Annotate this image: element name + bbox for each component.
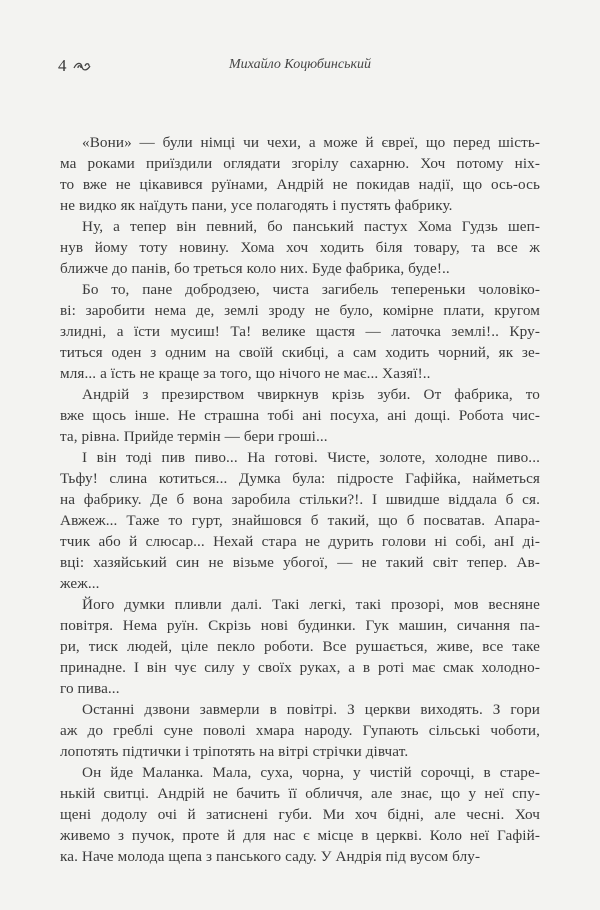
- text-line: Он йде Маланка. Мала, суха, чорна, у чистій сорочці, в старе-: [82, 764, 540, 781]
- text-line: повітря. Нема руїн. Скрізь нові будинки. Гук машин, сичання па-: [60, 617, 540, 634]
- text-line: ка. Наче молода щепа з панського саду. У Андрія під вусом блу-: [60, 848, 481, 865]
- text-line: вже щось інше. Не страшна тобі ані посуха, ані дощі. Робота чис-: [60, 407, 540, 424]
- text-line: «Вони» — були німці чи чехи, а може й євреї, що перед шість-: [82, 134, 540, 151]
- text-line: тчик або й слюсар... Нехай стара не дурить голови ні собі, анІ ді-: [60, 533, 540, 550]
- paragraph: [60, 384, 540, 447]
- text-line: Останні дзвони завмерли в повітрі. З церкви виходять. З гори: [82, 701, 540, 718]
- text-line: на фабрику. Де б вона заробила стільки?!. І швидше віддала б ся.: [60, 491, 540, 508]
- text-line: титься оден з одним на своїй скибці, а сам ходить чорний, як зе-: [60, 344, 540, 361]
- text-line: нув йому тоту новину. Хома хоч ходить біля товару, та все ж: [60, 239, 540, 256]
- text-line: Тьфу! слина котиться... Думка була: підросте Гафійка, найметься: [60, 470, 540, 487]
- text-line: Авжеж... Таже то гурт, знайшовся б такий, що б посватав. Апара-: [60, 512, 540, 529]
- text-line: аж до греблі суне поволі хмара народу. Гупають сільські чоботи,: [60, 722, 540, 739]
- text-line: ближче до панів, бо треться коло них. Буде фабрика, буде!..: [60, 260, 450, 277]
- page-body: [60, 132, 540, 867]
- paragraph: [60, 279, 540, 384]
- text-line: ри, тиск людей, ціле пекло роботи. Все рушається, живе, все таке: [60, 638, 540, 655]
- text-line: І він тоді пив пиво... На готові. Чисте, золоте, холодне пиво...: [82, 449, 540, 466]
- text-line: злидні, а їсти мусиш! Та! велике щастя — латочка землі!.. Кру-: [60, 323, 540, 340]
- text-line: Бо то, пане добродзею, чиста загибель тепереньки чоловіко-: [82, 281, 540, 298]
- text-line: принадне. І він чує силу у своїх руках, а в роті має смак холодно-: [60, 659, 540, 676]
- text-line: живемо з пучок, проте й для нас є місце в церкві. Коло неї Гафій-: [60, 827, 540, 844]
- text-line: лопотять підтички і тріпотять на вітрі стрічки дівчат.: [60, 743, 409, 760]
- text-line: та, рівна. Прийде термін — бери гроші...: [60, 428, 328, 445]
- text-line: жеж...: [60, 575, 100, 592]
- text-line: вці: хазяйський син не візьме убогої, — не такий світ тепер. Ав-: [60, 554, 540, 571]
- paragraph: [60, 762, 540, 867]
- paragraph: [60, 699, 540, 762]
- text-line: мля... а їсть не краще за того, що нічого не має... Хазяї!..: [60, 365, 431, 382]
- text-line: не видко як наїдуть пани, усе полагодять і пустять фабрику.: [60, 197, 453, 214]
- paragraph: [60, 594, 540, 699]
- text-line: го пива...: [60, 680, 120, 697]
- paragraph: [60, 132, 540, 216]
- page-number: 4: [58, 56, 67, 75]
- text-line: нькій свитці. Андрій не бачить її обличчя, але знає, що у неї спу-: [60, 785, 540, 802]
- text-line: щені додолу очі й затиснені губи. Ми хоч бідні, але чесні. Хоч: [60, 806, 540, 823]
- text-line: Андрій з презирством чвиркнув крізь зуби. От фабрика, то: [82, 386, 540, 403]
- author-name: Михайло Коцюбинський: [228, 57, 372, 72]
- text-line: ма роками приїздили оглядати згорілу сахарню. Хоч потому ніх-: [60, 155, 540, 172]
- text-line: то вже не цікавився руїнами, Андрій не покидав надії, що ось-ось: [60, 176, 540, 193]
- paragraph: [60, 216, 540, 279]
- text-line: Ну, а тепер він певний, бо панський пастух Хома Гудзь шеп-: [82, 218, 540, 235]
- paragraph: [60, 447, 540, 594]
- text-line: Його думки пливли далі. Такі легкі, такі прозорі, мов весняне: [82, 596, 540, 613]
- running-header: [58, 56, 542, 78]
- text-line: ві: заробити нема де, землі зроду не було, комірне плати, кругом: [60, 302, 540, 319]
